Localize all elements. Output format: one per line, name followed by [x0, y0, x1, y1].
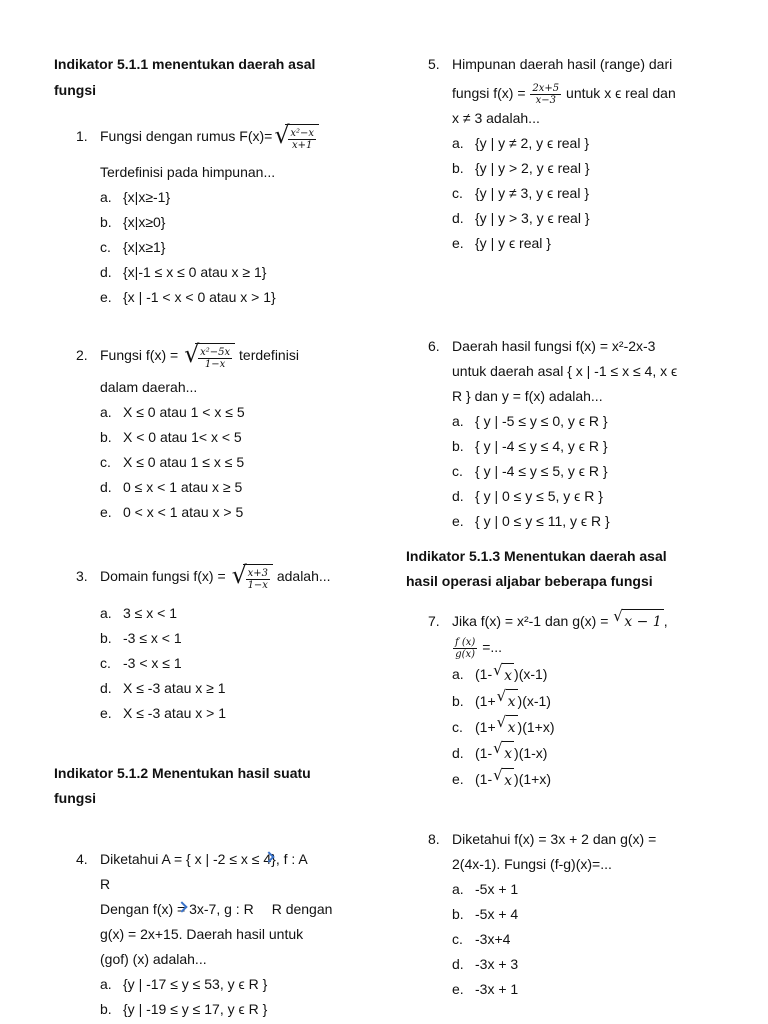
option-c	[452, 927, 758, 952]
heading-line: Indikator 5.1.2 Menentukan hasil suatu	[54, 765, 311, 781]
option-b	[452, 434, 758, 459]
option-c	[452, 459, 758, 484]
option-letter: d.	[452, 956, 464, 972]
option-text: { y | 0 ≤ y ≤ 11, y ϵ R }	[475, 513, 610, 529]
options-list	[76, 400, 376, 525]
question-stem-line: R	[100, 876, 111, 892]
option-letter: b.	[452, 906, 464, 922]
option-a	[452, 662, 758, 688]
heading-line: Indikator 5.1.1 menentukan daerah asal	[54, 56, 316, 72]
fraction-numerator: x+3	[247, 567, 268, 579]
question-stem-line: untuk daerah asal { x | -1 ≤ x ≤ 4, x ϵ	[452, 363, 678, 379]
option-letter: b.	[452, 160, 464, 176]
option-d	[452, 741, 758, 767]
option-letter: a.	[452, 881, 464, 897]
sqrt-expression	[274, 121, 319, 151]
fraction-denominator: x−3	[535, 94, 556, 106]
question-7	[428, 609, 758, 794]
option-text: {y | y ≠ 3, y ϵ real }	[475, 185, 589, 201]
option-letter: a.	[100, 976, 112, 992]
question-number: 2.	[76, 347, 88, 363]
option-text: (1-	[475, 771, 493, 788]
sqrt-expression	[497, 715, 518, 741]
question-3	[76, 561, 376, 726]
option-letter: e.	[452, 771, 464, 788]
heading-line: fungsi	[54, 790, 96, 806]
sqrt-icon: √	[184, 340, 200, 368]
options-list	[76, 972, 376, 1022]
option-letter: a.	[452, 413, 464, 429]
option-text: -5x + 1	[475, 881, 519, 897]
option-text: -3x + 1	[475, 981, 519, 997]
question-number: 3.	[76, 568, 88, 584]
option-d	[100, 260, 376, 285]
option-e	[100, 500, 376, 525]
question-5	[428, 52, 758, 256]
option-letter: c.	[452, 463, 463, 479]
option-letter: e.	[100, 289, 112, 305]
option-letter: b.	[452, 692, 464, 709]
option-letter: a.	[452, 666, 464, 683]
option-letter: b.	[100, 429, 112, 445]
option-e	[100, 701, 376, 726]
option-b	[452, 156, 758, 181]
option-b	[100, 626, 376, 651]
option-letter: e.	[100, 504, 112, 520]
option-e	[452, 231, 758, 256]
option-text: {y | y ϵ real }	[475, 235, 551, 251]
sqrt-icon: √	[496, 686, 507, 705]
question-stem: Fungsi f(x) =	[100, 347, 183, 364]
option-text: )(1+x)	[517, 718, 555, 735]
fraction-denominator: 1−x	[204, 358, 226, 370]
sqrt-icon: √	[493, 739, 503, 758]
option-letter: e.	[452, 513, 464, 529]
question-stem-line: (gof) (x) adalah...	[100, 951, 207, 967]
option-text: {x|x≥0}	[123, 214, 166, 230]
question-8	[428, 827, 758, 1002]
option-letter: d.	[100, 479, 112, 495]
option-text: {y | -17 ≤ y ≤ 53, y ϵ R }	[123, 976, 268, 992]
option-text: -3x+4	[475, 931, 511, 947]
fraction-numerator: x²−5x	[200, 346, 231, 358]
question-stem: =...	[478, 639, 503, 656]
option-c	[452, 715, 758, 741]
question-stem-line: R } dan y = f(x) adalah...	[452, 388, 603, 404]
option-text: {y | -19 ≤ y ≤ 17, y ϵ R }	[123, 1001, 268, 1017]
question-stem: }, f : A	[271, 851, 308, 867]
sqrt-expression	[496, 686, 518, 715]
radicand: x	[502, 768, 514, 794]
option-e	[452, 977, 758, 1002]
question-stem: Jika f(x) = x²-1 dan g(x) =	[452, 613, 613, 629]
option-text: (1-	[475, 745, 493, 762]
question-stem: untuk x ϵ real dan	[562, 85, 676, 101]
question-number: 1.	[76, 128, 88, 144]
question-number: 6.	[428, 338, 440, 354]
option-text: X < 0 atau 1< x < 5	[123, 429, 242, 445]
option-letter: a.	[452, 135, 464, 151]
option-text: )(x-1)	[514, 666, 548, 683]
option-text: {x|-1 ≤ x ≤ 0 atau x ≥ 1}	[123, 264, 267, 280]
options-list	[428, 662, 758, 793]
question-stem: R dengan	[271, 901, 333, 917]
option-text: (1-	[475, 666, 493, 683]
option-text: 0 ≤ x < 1 atau x ≥ 5	[123, 479, 243, 495]
option-c	[100, 450, 376, 475]
option-text: { y | 0 ≤ y ≤ 5, y ϵ R }	[475, 488, 603, 504]
option-text: (1+	[475, 718, 496, 735]
option-letter: c.	[100, 454, 111, 470]
heading-line: Indikator 5.1.3 Menentukan daerah asal	[406, 548, 667, 564]
question-stem-line: g(x) = 2x+15. Daerah hasil untuk	[100, 926, 304, 942]
option-a	[452, 877, 758, 902]
option-letter: b.	[100, 630, 112, 646]
sqrt-icon: √	[496, 713, 507, 732]
option-text: X ≤ 0 atau 1 < x ≤ 5	[123, 404, 245, 420]
question-stem: terdefinisi	[235, 347, 299, 364]
option-e	[452, 509, 758, 534]
question-stem: adalah...	[272, 568, 331, 585]
option-letter: b.	[100, 1001, 112, 1017]
option-d	[452, 952, 758, 977]
sqrt-expression	[493, 741, 514, 767]
option-b	[100, 210, 376, 235]
indicator-5-1-2-heading	[54, 761, 311, 811]
option-b	[100, 997, 376, 1022]
option-text: {y | y ≠ 2, y ϵ real }	[475, 135, 589, 151]
option-letter: c.	[100, 655, 111, 671]
options-list	[428, 877, 758, 1002]
question-stem-line: Terdefinisi pada himpunan...	[100, 164, 276, 180]
option-letter: a.	[100, 189, 112, 205]
radicand: x	[502, 741, 514, 767]
sqrt-expression	[184, 340, 235, 370]
question-number: 5.	[428, 56, 440, 72]
radicand: x − 1	[622, 609, 663, 635]
options-list	[76, 601, 376, 726]
option-text: {y | y > 3, y ϵ real }	[475, 210, 590, 226]
option-c	[100, 235, 376, 260]
option-letter: c.	[452, 718, 463, 735]
option-letter: b.	[100, 214, 112, 230]
question-6	[428, 334, 758, 534]
option-text: )(1-x)	[514, 745, 548, 762]
fraction-denominator: 1−x	[247, 579, 268, 591]
option-letter: b.	[452, 438, 464, 454]
option-text: (1+	[475, 692, 496, 709]
sqrt-expression	[493, 660, 514, 689]
question-stem: Fungsi dengan rumus F(x)=	[100, 128, 273, 145]
option-a	[100, 400, 376, 425]
indicator-5-1-3-heading	[406, 544, 667, 594]
option-text: -3 ≤ x < 1	[123, 630, 182, 646]
sqrt-icon: √	[231, 561, 247, 589]
option-a	[452, 131, 758, 156]
options-list	[76, 185, 376, 310]
option-a	[100, 972, 376, 997]
sqrt-icon: √	[274, 121, 290, 149]
question-number: 7.	[428, 613, 440, 629]
indicator-5-1-1-heading	[54, 52, 315, 103]
heading-line: hasil operasi aljabar beberapa fungsi	[406, 573, 653, 589]
option-letter: e.	[452, 235, 464, 251]
question-stem: Domain fungsi f(x) =	[100, 568, 230, 585]
question-1	[76, 121, 376, 310]
option-d	[100, 475, 376, 500]
option-c	[100, 651, 376, 676]
option-e	[452, 767, 758, 793]
option-letter: a.	[100, 605, 112, 621]
option-a	[452, 409, 758, 434]
options-list	[428, 131, 758, 256]
option-text: {y | y > 2, y ϵ real }	[475, 160, 590, 176]
option-text: -3 < x ≤ 1	[123, 655, 182, 671]
fraction-numerator: x²−x	[290, 127, 315, 139]
option-letter: d.	[452, 488, 464, 504]
option-d	[100, 676, 376, 701]
option-text: 0 < x < 1 atau x > 5	[123, 504, 244, 520]
option-letter: c.	[100, 239, 111, 255]
sqrt-expression	[231, 561, 273, 591]
option-text: {x | -1 < x < 0 atau x > 1}	[123, 289, 276, 305]
question-stem-line: x ≠ 3 adalah...	[452, 110, 540, 126]
question-stem: Himpunan daerah hasil (range) dari	[452, 56, 673, 72]
fraction-numerator: f (x)	[455, 637, 476, 649]
question-2	[76, 340, 376, 525]
question-stem: Dengan f(x) = 3x-7, g : R	[100, 901, 254, 917]
question-stem: fungsi f(x) =	[452, 85, 530, 101]
option-text: {x|x≥-1}	[123, 189, 171, 205]
sqrt-icon: √	[493, 660, 503, 679]
sqrt-icon: √	[493, 765, 503, 784]
radicand: x	[506, 689, 518, 715]
radicand: x	[502, 663, 514, 689]
sqrt-expression	[613, 609, 663, 635]
option-text: { y | -5 ≤ y ≤ 0, y ϵ R }	[475, 413, 608, 429]
option-text: -5x + 4	[475, 906, 519, 922]
sqrt-icon: √	[613, 607, 623, 626]
option-c	[452, 181, 758, 206]
option-text: )(x-1)	[517, 692, 551, 709]
option-a	[100, 601, 376, 626]
option-text: X ≤ -3 atau x ≥ 1	[123, 680, 226, 696]
heading-line: fungsi	[54, 82, 96, 98]
radicand: x	[506, 715, 518, 741]
fraction-numerator: 2x+5	[532, 82, 560, 94]
options-list	[428, 409, 758, 534]
option-d	[452, 206, 758, 231]
option-text: )(1+x)	[514, 771, 551, 788]
option-b	[452, 686, 758, 715]
option-a	[100, 185, 376, 210]
fraction-denominator: g(x)	[455, 649, 476, 661]
option-e	[100, 285, 376, 310]
option-text: X ≤ 0 atau 1 ≤ x ≤ 5	[123, 454, 245, 470]
option-text: 3 ≤ x < 1	[123, 605, 177, 621]
fraction-denominator: x+1	[292, 139, 313, 151]
question-stem: Diketahui A = { x | -2 ≤ x ≤ 4	[100, 851, 272, 867]
question-stem: Daerah hasil fungsi f(x) = x²-2x-3	[452, 338, 656, 354]
option-letter: d.	[452, 210, 464, 226]
option-letter: e.	[100, 705, 112, 721]
option-text: X ≤ -3 atau x > 1	[123, 705, 227, 721]
option-d	[452, 484, 758, 509]
question-stem: ,	[663, 613, 668, 629]
question-stem-line: dalam daerah...	[100, 379, 198, 395]
option-letter: d.	[100, 680, 112, 696]
option-letter: e.	[452, 981, 464, 997]
sqrt-expression	[493, 765, 514, 794]
option-text: -3x + 3	[475, 956, 519, 972]
question-stem-line: 2(4x-1). Fungsi (f-g)(x)=...	[452, 856, 612, 872]
option-letter: c.	[452, 185, 463, 201]
option-b	[100, 425, 376, 450]
question-stem: Diketahui f(x) = 3x + 2 dan g(x) =	[452, 831, 657, 847]
option-letter: a.	[100, 404, 112, 420]
question-number: 4.	[76, 851, 88, 867]
question-number: 8.	[428, 831, 440, 847]
option-text: {x|x≥1}	[123, 239, 166, 255]
option-letter: d.	[100, 264, 112, 280]
question-4	[76, 847, 376, 1022]
option-text: { y | -4 ≤ y ≤ 5, y ϵ R }	[475, 463, 608, 479]
option-b	[452, 902, 758, 927]
option-letter: c.	[452, 931, 463, 947]
option-letter: d.	[452, 745, 464, 762]
option-text: { y | -4 ≤ y ≤ 4, y ϵ R }	[475, 438, 608, 454]
